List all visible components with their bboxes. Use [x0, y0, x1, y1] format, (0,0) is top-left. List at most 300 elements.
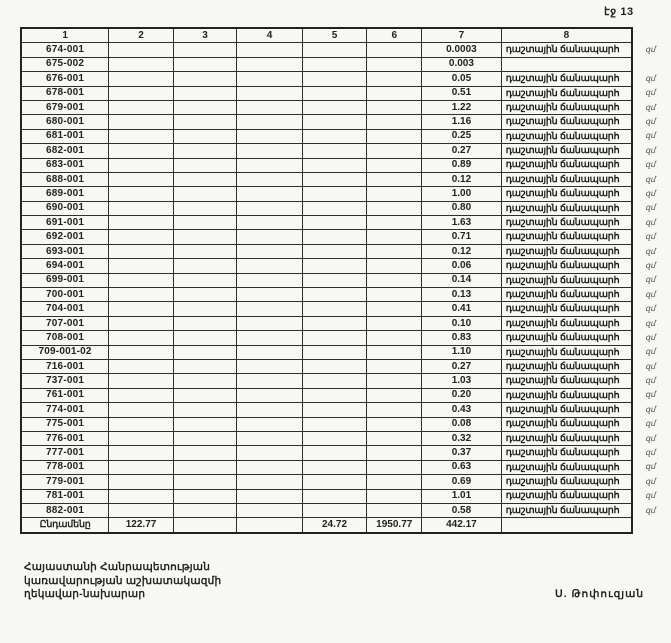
parcel-id-cell: 683-001 — [21, 158, 109, 172]
area-value-cell: 0.12 — [422, 244, 502, 258]
empty-cell — [109, 374, 174, 388]
parcel-id-cell: 779-001 — [21, 475, 109, 489]
empty-cell — [237, 244, 302, 258]
area-value-cell: 0.06 — [422, 259, 502, 273]
margin-note: զմ — [645, 45, 656, 55]
table-row — [21, 43, 670, 57]
empty-cell — [367, 144, 422, 158]
margin-note: զմ — [645, 131, 656, 141]
table-row — [21, 57, 670, 71]
column-header-2: 2 — [109, 28, 174, 43]
empty-cell — [109, 345, 174, 359]
column-header-4: 4 — [237, 28, 302, 43]
parcel-id-cell: 682-001 — [21, 144, 109, 158]
empty-cell — [173, 345, 236, 359]
empty-cell — [367, 115, 422, 129]
margin-note: զմ — [645, 361, 656, 371]
empty-cell — [237, 100, 302, 114]
margin-note: զմ — [645, 433, 656, 443]
margin-note: զմ — [645, 318, 656, 328]
empty-cell — [237, 115, 302, 129]
column-header-7: 7 — [422, 28, 502, 43]
empty-cell — [237, 216, 302, 230]
empty-cell — [367, 259, 422, 273]
empty-cell — [173, 331, 236, 345]
empty-cell — [173, 86, 236, 100]
empty-cell — [109, 158, 174, 172]
empty-cell — [237, 72, 302, 86]
land-use-cell: դաշտային ճանապարհ — [501, 403, 632, 417]
land-use-cell: դաշտային ճանապարհ — [501, 359, 632, 373]
empty-cell — [109, 489, 174, 503]
total-label-cell: Ընդամենը — [21, 518, 109, 533]
empty-cell — [109, 216, 174, 230]
table-row — [21, 259, 670, 273]
area-value-cell: 1.00 — [422, 187, 502, 201]
empty-cell — [109, 72, 174, 86]
empty-cell — [109, 187, 174, 201]
land-use-cell: դաշտային ճանապարհ — [501, 374, 632, 388]
empty-cell — [173, 475, 236, 489]
land-use-cell: դաշտային ճանապարհ — [501, 460, 632, 474]
empty-cell — [367, 86, 422, 100]
total-col6-cell: 1950.77 — [367, 518, 422, 533]
area-value-cell: 0.27 — [422, 359, 502, 373]
land-use-cell: դաշտային ճանապարհ — [501, 187, 632, 201]
empty-cell — [109, 316, 174, 330]
land-use-cell: դաշտային ճանապարհ — [501, 72, 632, 86]
margin-note: զմ — [645, 260, 656, 270]
land-use-cell: դաշտային ճանապարհ — [501, 43, 632, 57]
empty-cell — [302, 345, 367, 359]
empty-cell — [173, 187, 236, 201]
footer-line-2: կառավարության աշխատակազմի — [24, 574, 222, 587]
empty-cell — [237, 158, 302, 172]
empty-cell — [302, 446, 367, 460]
land-use-cell: դաշտային ճանապարհ — [501, 489, 632, 503]
empty-cell — [109, 100, 174, 114]
empty-cell — [302, 172, 367, 186]
table-row — [21, 216, 670, 230]
area-value-cell: 0.37 — [422, 446, 502, 460]
empty-cell — [367, 388, 422, 402]
parcel-id-cell: 709-001-02 — [21, 345, 109, 359]
empty-cell — [237, 86, 302, 100]
column-header-3: 3 — [173, 28, 236, 43]
margin-note: զմ — [645, 419, 656, 429]
footer-authority-block — [24, 561, 221, 602]
empty-cell — [367, 230, 422, 244]
empty-cell — [237, 43, 302, 57]
empty-cell — [237, 475, 302, 489]
column-header-6: 6 — [367, 28, 422, 43]
empty-cell — [173, 431, 236, 445]
empty-cell — [173, 43, 236, 57]
parcel-id-cell: 774-001 — [21, 403, 109, 417]
total-col7-cell: 442.17 — [422, 518, 502, 533]
land-use-cell: դաշտային ճանապարհ — [501, 158, 632, 172]
area-value-cell: 0.20 — [422, 388, 502, 402]
margin-note: զմ — [645, 376, 656, 386]
table-row — [21, 431, 670, 445]
footer-line-1: Հայաստանի Հանրապետության — [24, 561, 211, 573]
empty-cell — [367, 417, 422, 431]
empty-cell — [109, 431, 174, 445]
table-row — [21, 475, 670, 489]
page-number-label: էջ 13 — [604, 6, 634, 18]
empty-cell — [237, 518, 302, 533]
margin-column-spacer — [632, 28, 670, 43]
empty-cell — [367, 331, 422, 345]
parcel-id-cell: 777-001 — [21, 446, 109, 460]
table-row — [21, 144, 670, 158]
empty-cell — [173, 503, 236, 517]
empty-cell — [237, 503, 302, 517]
empty-cell — [302, 158, 367, 172]
table-row — [21, 100, 670, 114]
empty-cell — [237, 144, 302, 158]
area-value-cell: 1.16 — [422, 115, 502, 129]
land-use-cell: դաշտային ճանապարհ — [501, 475, 632, 489]
parcel-id-cell: 708-001 — [21, 331, 109, 345]
empty-cell — [302, 374, 367, 388]
empty-cell — [367, 316, 422, 330]
empty-cell — [109, 388, 174, 402]
area-value-cell: 0.0003 — [422, 43, 502, 57]
empty-cell — [302, 403, 367, 417]
margin-note: զմ — [645, 289, 656, 299]
empty-cell — [109, 115, 174, 129]
empty-cell — [302, 115, 367, 129]
parcel-id-cell: 761-001 — [21, 388, 109, 402]
area-value-cell: 1.01 — [422, 489, 502, 503]
area-value-cell: 0.43 — [422, 403, 502, 417]
area-value-cell: 0.89 — [422, 158, 502, 172]
empty-cell — [173, 316, 236, 330]
empty-cell — [302, 216, 367, 230]
footer-line-3: ղեկավար-նախարար — [24, 588, 146, 600]
area-value-cell: 0.10 — [422, 316, 502, 330]
empty-cell — [173, 100, 236, 114]
area-value-cell: 0.27 — [422, 144, 502, 158]
margin-note: զմ — [645, 117, 656, 127]
empty-cell — [302, 503, 367, 517]
land-use-cell: դաշտային ճանապարհ — [501, 503, 632, 517]
empty-cell — [237, 460, 302, 474]
parcel-id-cell: 691-001 — [21, 216, 109, 230]
empty-cell — [109, 43, 174, 57]
table-row — [21, 503, 670, 517]
empty-cell — [302, 244, 367, 258]
empty-cell — [109, 417, 174, 431]
empty-cell — [367, 460, 422, 474]
empty-cell — [237, 431, 302, 445]
parcel-id-cell: 675-002 — [21, 57, 109, 71]
land-use-cell: դաշտային ճանապարհ — [501, 115, 632, 129]
empty-cell — [302, 316, 367, 330]
parcel-id-cell: 775-001 — [21, 417, 109, 431]
empty-cell — [302, 460, 367, 474]
empty-cell — [237, 345, 302, 359]
area-value-cell: 0.80 — [422, 201, 502, 215]
area-value-cell: 0.003 — [422, 57, 502, 71]
empty-cell — [237, 230, 302, 244]
empty-cell — [302, 187, 367, 201]
table-row — [21, 187, 670, 201]
empty-cell — [109, 273, 174, 287]
empty-cell — [237, 331, 302, 345]
empty-cell — [109, 244, 174, 258]
empty-cell — [173, 259, 236, 273]
margin-note: զմ — [645, 88, 656, 98]
empty-cell — [173, 417, 236, 431]
area-value-cell: 0.63 — [422, 460, 502, 474]
parcel-id-cell: 882-001 — [21, 503, 109, 517]
land-use-cell: դաշտային ճանապարհ — [501, 446, 632, 460]
parcel-id-cell: 680-001 — [21, 115, 109, 129]
table-row — [21, 115, 670, 129]
empty-cell — [109, 57, 174, 71]
parcel-id-cell: 699-001 — [21, 273, 109, 287]
margin-note: զմ — [645, 246, 656, 256]
empty-cell — [237, 57, 302, 71]
empty-cell — [109, 86, 174, 100]
area-value-cell: 1.22 — [422, 100, 502, 114]
margin-note: զմ — [645, 188, 656, 198]
total-col5-cell: 24.72 — [302, 518, 367, 533]
empty-cell — [367, 446, 422, 460]
parcel-id-cell: 707-001 — [21, 316, 109, 330]
empty-cell — [173, 144, 236, 158]
margin-note: զմ — [645, 505, 656, 515]
empty-cell — [109, 230, 174, 244]
signature-name: Ս. Թոփուզյան — [555, 588, 645, 600]
land-use-cell: դաշտային ճանապարհ — [501, 331, 632, 345]
table-row — [21, 331, 670, 345]
land-use-cell: դաշտային ճանապարհ — [501, 244, 632, 258]
empty-cell — [109, 503, 174, 517]
empty-cell — [173, 201, 236, 215]
area-value-cell: 0.05 — [422, 72, 502, 86]
table-row — [21, 359, 670, 373]
table-row — [21, 302, 670, 316]
empty-cell — [302, 43, 367, 57]
table-row — [21, 388, 670, 402]
table-row — [21, 158, 670, 172]
empty-cell — [367, 100, 422, 114]
table-row — [21, 288, 670, 302]
area-value-cell: 0.14 — [422, 273, 502, 287]
empty-cell — [237, 187, 302, 201]
empty-cell — [302, 302, 367, 316]
margin-note: զմ — [645, 232, 656, 242]
empty-cell — [237, 374, 302, 388]
empty-cell — [302, 129, 367, 143]
land-use-cell: դաշտային ճանապարհ — [501, 431, 632, 445]
margin-note: զմ — [645, 73, 656, 83]
margin-note: զմ — [645, 275, 656, 285]
margin-note: զմ — [645, 448, 656, 458]
empty-cell — [367, 43, 422, 57]
land-use-cell: դաշտային ճանապարհ — [501, 230, 632, 244]
area-value-cell: 0.25 — [422, 129, 502, 143]
empty-cell — [109, 129, 174, 143]
land-use-cell: դաշտային ճանապարհ — [501, 316, 632, 330]
margin-note: զմ — [645, 217, 656, 227]
parcel-id-cell: 678-001 — [21, 86, 109, 100]
empty-cell — [302, 86, 367, 100]
land-use-cell: դաշտային ճանապարհ — [501, 273, 632, 287]
margin-note: զմ — [645, 491, 656, 501]
margin-note: զմ — [645, 347, 656, 357]
empty-cell — [109, 331, 174, 345]
column-header-5: 5 — [302, 28, 367, 43]
empty-cell — [237, 417, 302, 431]
empty-cell — [367, 172, 422, 186]
column-header-8: 8 — [501, 28, 632, 43]
parcel-id-cell: 776-001 — [21, 431, 109, 445]
empty-cell — [237, 288, 302, 302]
table-row — [21, 345, 670, 359]
land-use-cell: դաշտային ճանապարհ — [501, 144, 632, 158]
parcel-id-cell: 681-001 — [21, 129, 109, 143]
empty-cell — [109, 201, 174, 215]
empty-cell — [109, 446, 174, 460]
parcel-id-cell: 692-001 — [21, 230, 109, 244]
table-row — [21, 201, 670, 215]
margin-note: զմ — [645, 476, 656, 486]
table-row — [21, 460, 670, 474]
margin-note — [632, 518, 670, 533]
parcel-id-cell: 689-001 — [21, 187, 109, 201]
table-row — [21, 172, 670, 186]
parcel-id-cell: 674-001 — [21, 43, 109, 57]
empty-cell — [302, 475, 367, 489]
area-value-cell: 1.03 — [422, 374, 502, 388]
empty-cell — [367, 359, 422, 373]
empty-cell — [302, 100, 367, 114]
area-value-cell: 0.58 — [422, 503, 502, 517]
parcel-id-cell: 716-001 — [21, 359, 109, 373]
empty-cell — [302, 431, 367, 445]
empty-cell — [237, 446, 302, 460]
empty-cell — [302, 144, 367, 158]
land-use-cell: դաշտային ճանապարհ — [501, 172, 632, 186]
margin-note: զմ — [645, 304, 656, 314]
empty-cell — [367, 403, 422, 417]
empty-cell — [173, 489, 236, 503]
empty-cell — [173, 403, 236, 417]
table-row — [21, 446, 670, 460]
empty-cell — [302, 388, 367, 402]
area-value-cell: 1.10 — [422, 345, 502, 359]
empty-cell — [237, 302, 302, 316]
column-header-1: 1 — [21, 28, 109, 43]
empty-cell — [109, 475, 174, 489]
margin-note: զմ — [645, 160, 656, 170]
empty-cell — [302, 489, 367, 503]
empty-cell — [367, 302, 422, 316]
empty-cell — [367, 57, 422, 71]
empty-cell — [109, 172, 174, 186]
margin-note: զմ — [645, 145, 656, 155]
empty-cell — [367, 216, 422, 230]
table-row — [21, 129, 670, 143]
parcel-id-cell: 700-001 — [21, 288, 109, 302]
empty-cell — [173, 158, 236, 172]
parcel-id-cell: 679-001 — [21, 100, 109, 114]
area-value-cell: 0.32 — [422, 431, 502, 445]
land-use-cell: դաշտային ճանապարհ — [501, 129, 632, 143]
land-use-cell: դաշտային ճանապարհ — [501, 100, 632, 114]
land-use-cell — [501, 57, 632, 71]
parcel-id-cell: 694-001 — [21, 259, 109, 273]
table-row — [21, 403, 670, 417]
total-row — [21, 518, 670, 533]
empty-cell — [173, 288, 236, 302]
empty-cell — [302, 57, 367, 71]
margin-note: զմ — [645, 404, 656, 414]
empty-cell — [237, 489, 302, 503]
empty-cell — [302, 417, 367, 431]
empty-cell — [109, 403, 174, 417]
parcel-id-cell: 690-001 — [21, 201, 109, 215]
table-row — [21, 273, 670, 287]
empty-cell — [367, 503, 422, 517]
table-header-row — [21, 28, 670, 43]
empty-cell — [237, 359, 302, 373]
empty-cell — [173, 115, 236, 129]
empty-cell — [237, 201, 302, 215]
table-row — [21, 230, 670, 244]
margin-note: զմ — [645, 332, 656, 342]
empty-cell — [237, 172, 302, 186]
margin-note — [632, 57, 670, 71]
table-row — [21, 374, 670, 388]
area-value-cell: 0.71 — [422, 230, 502, 244]
empty-cell — [109, 460, 174, 474]
empty-cell — [367, 489, 422, 503]
empty-cell — [501, 518, 632, 533]
empty-cell — [367, 72, 422, 86]
land-use-cell: դաշտային ճանապարհ — [501, 259, 632, 273]
parcel-id-cell: 704-001 — [21, 302, 109, 316]
table-row — [21, 316, 670, 330]
empty-cell — [173, 460, 236, 474]
empty-cell — [237, 273, 302, 287]
table-row — [21, 72, 670, 86]
empty-cell — [173, 244, 236, 258]
empty-cell — [173, 359, 236, 373]
land-use-cell: դաշտային ճանապարհ — [501, 288, 632, 302]
empty-cell — [173, 230, 236, 244]
empty-cell — [173, 374, 236, 388]
area-value-cell: 0.08 — [422, 417, 502, 431]
empty-cell — [173, 216, 236, 230]
empty-cell — [367, 345, 422, 359]
table-row — [21, 489, 670, 503]
margin-note: զմ — [645, 102, 656, 112]
area-value-cell: 0.83 — [422, 331, 502, 345]
empty-cell — [367, 273, 422, 287]
empty-cell — [367, 431, 422, 445]
empty-cell — [237, 388, 302, 402]
total-col2-cell: 122.77 — [109, 518, 174, 533]
empty-cell — [237, 259, 302, 273]
table-row — [21, 244, 670, 258]
empty-cell — [302, 201, 367, 215]
parcel-id-cell: 693-001 — [21, 244, 109, 258]
